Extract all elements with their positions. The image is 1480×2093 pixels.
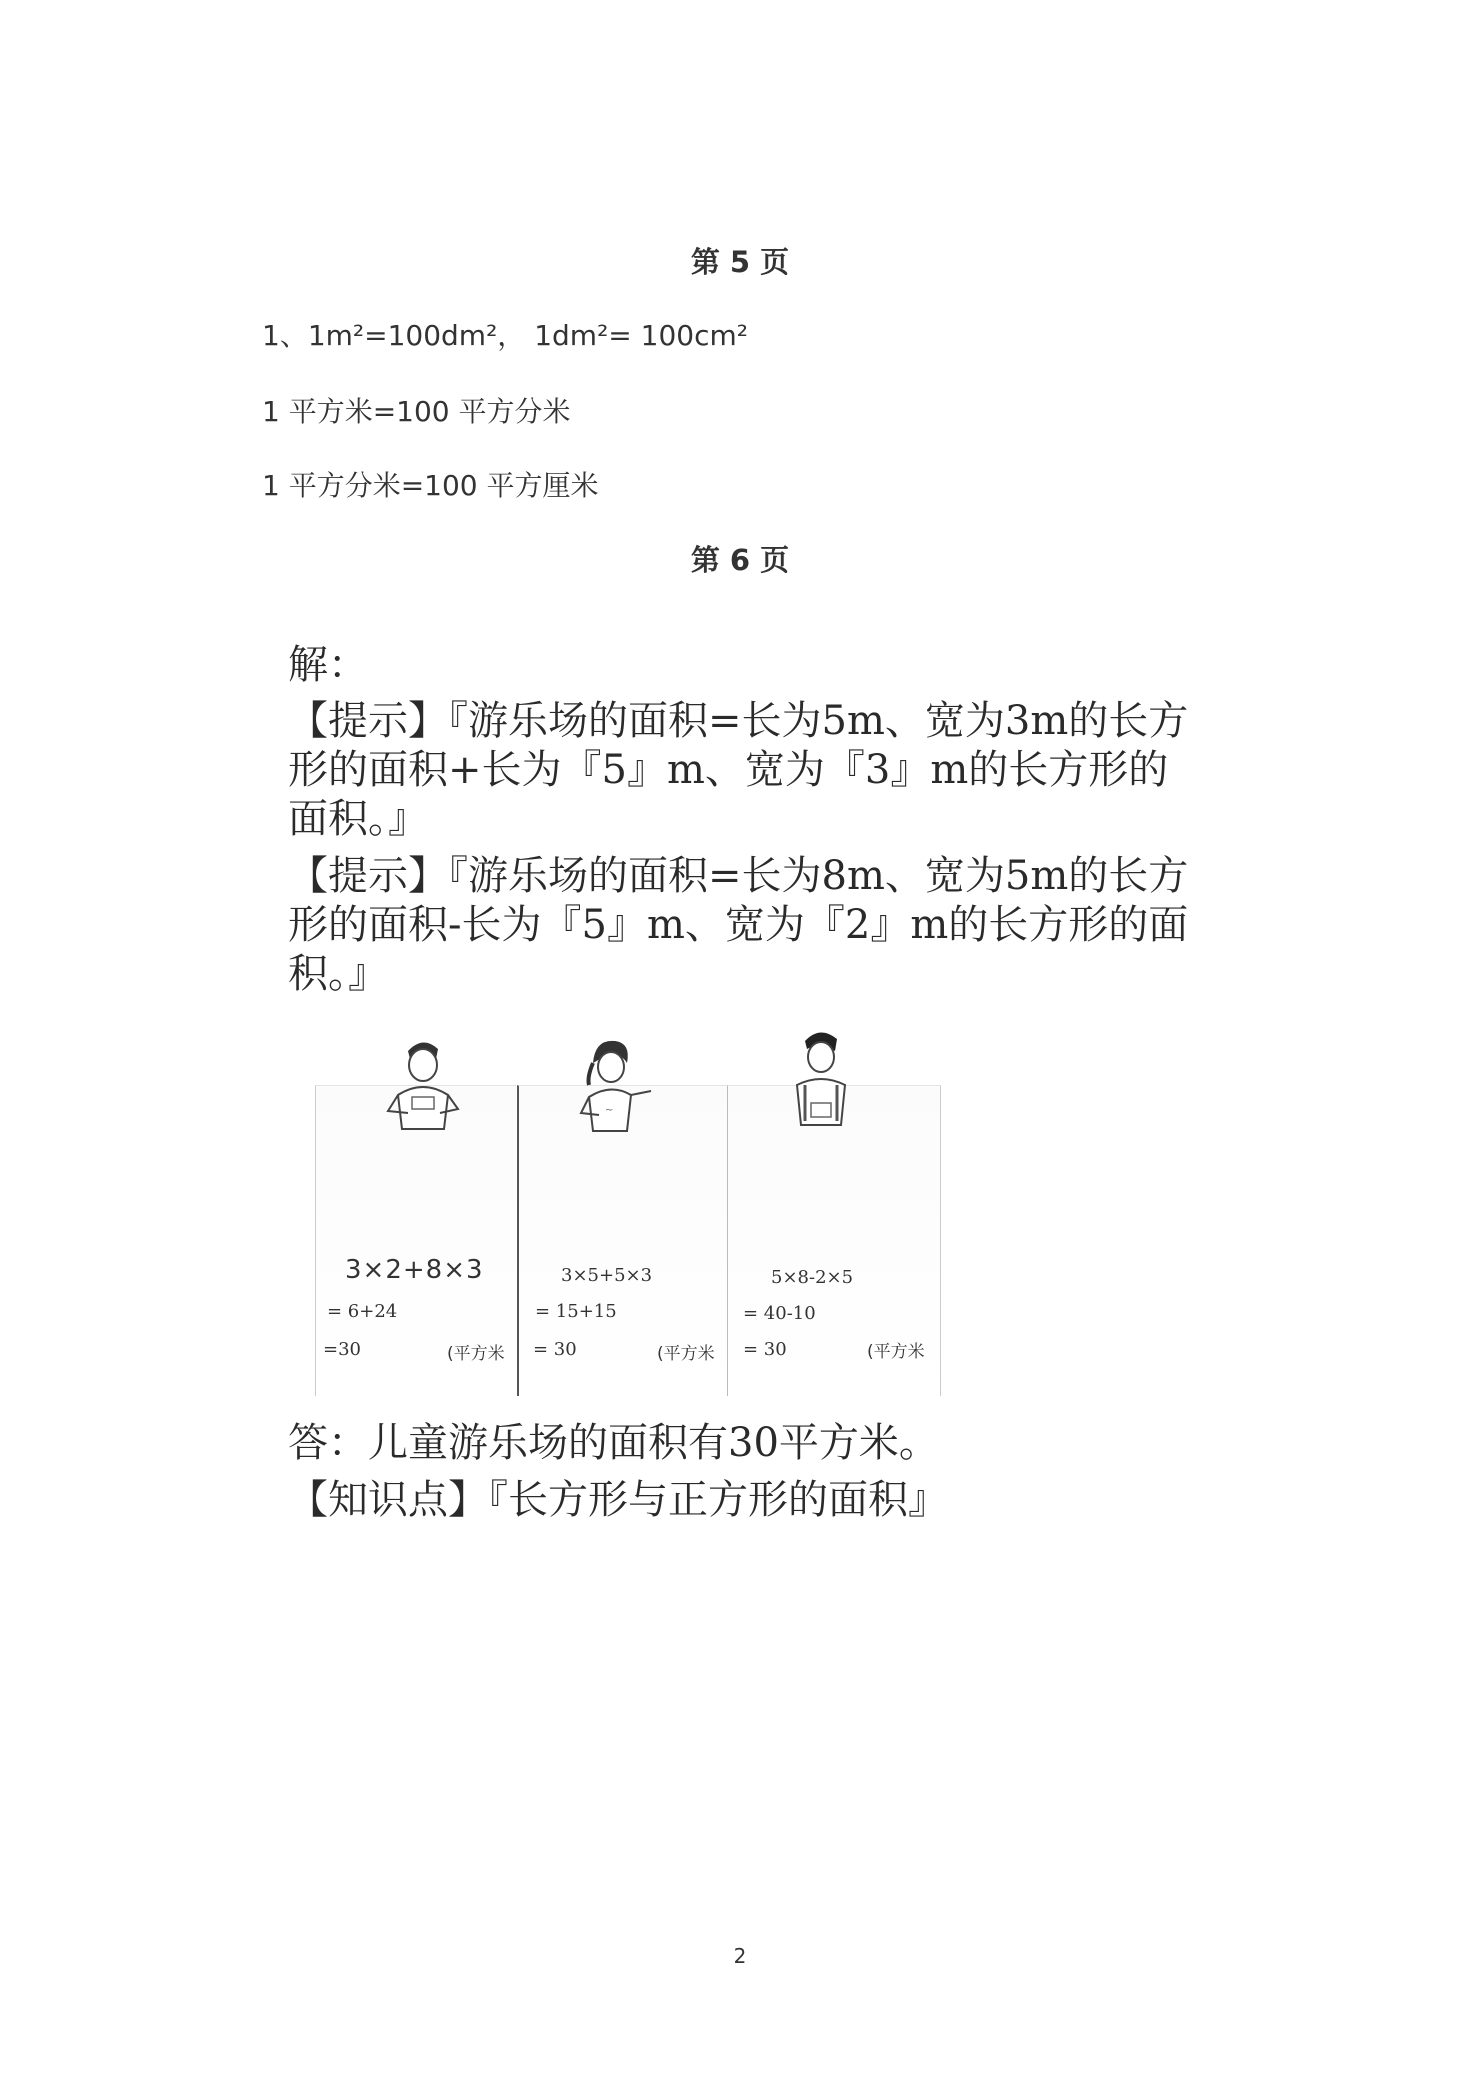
panel-1-result: =30 [323, 1339, 361, 1360]
answer-line: 答：儿童游乐场的面积有30平方米。 [288, 1420, 939, 1466]
section-title-page6: 第 6 页 [690, 543, 790, 577]
solution-label: 解： [288, 642, 368, 688]
panel-2-step-1: = 15+15 [535, 1301, 617, 1322]
panel-3-expression: 5×8-2×5 [771, 1267, 854, 1288]
boy-with-backpack-figure-icon [775, 1025, 865, 1135]
panel-2-expression: 3×5+5×3 [561, 1265, 653, 1286]
svg-text:~: ~ [605, 1105, 614, 1116]
square-meter-line: 1 平方米=100 平方分米 [262, 395, 571, 428]
panel-3-result: = 30 [743, 1339, 787, 1360]
panel-2-unit: (平方米 [657, 1344, 715, 1364]
hint-paragraph-2: 【提示】『游乐场的面积=长为8m、宽为5m的长方形的面积-长为『5』m、宽为『2』m的长方形的面积。』 [288, 853, 1189, 997]
girl-figure-icon [565, 1033, 655, 1143]
panel-1-unit: (平方米 [447, 1344, 505, 1364]
panel-1-step-1: = 6+24 [327, 1301, 398, 1322]
hint-paragraph-1: 【提示】『游乐场的面积=长为5m、宽为3m的长方形的面积+长为『5』m、宽为『3』m的长方形的面积。』 [288, 698, 1189, 842]
children-calculation-illustration [315, 1025, 940, 1395]
panel-2-result: = 30 [533, 1339, 577, 1360]
unit-conversion-line: 1、1m²=100dm²， 1dm²= 100cm² [262, 319, 748, 352]
panel-3-unit: (平方米 [867, 1342, 925, 1362]
panel-1-expression: 3×2+8×3 [345, 1255, 484, 1285]
section-title-page5: 第 5 页 [690, 245, 790, 279]
boy-figure-icon [378, 1033, 468, 1143]
panel-3-step-1: = 40-10 [743, 1303, 816, 1324]
knowledge-point-line: 【知识点】『长方形与正方形的面积』 [288, 1477, 948, 1523]
page-number: 2 [733, 1944, 747, 1968]
square-decimeter-line: 1 平方分米=100 平方厘米 [262, 469, 599, 502]
